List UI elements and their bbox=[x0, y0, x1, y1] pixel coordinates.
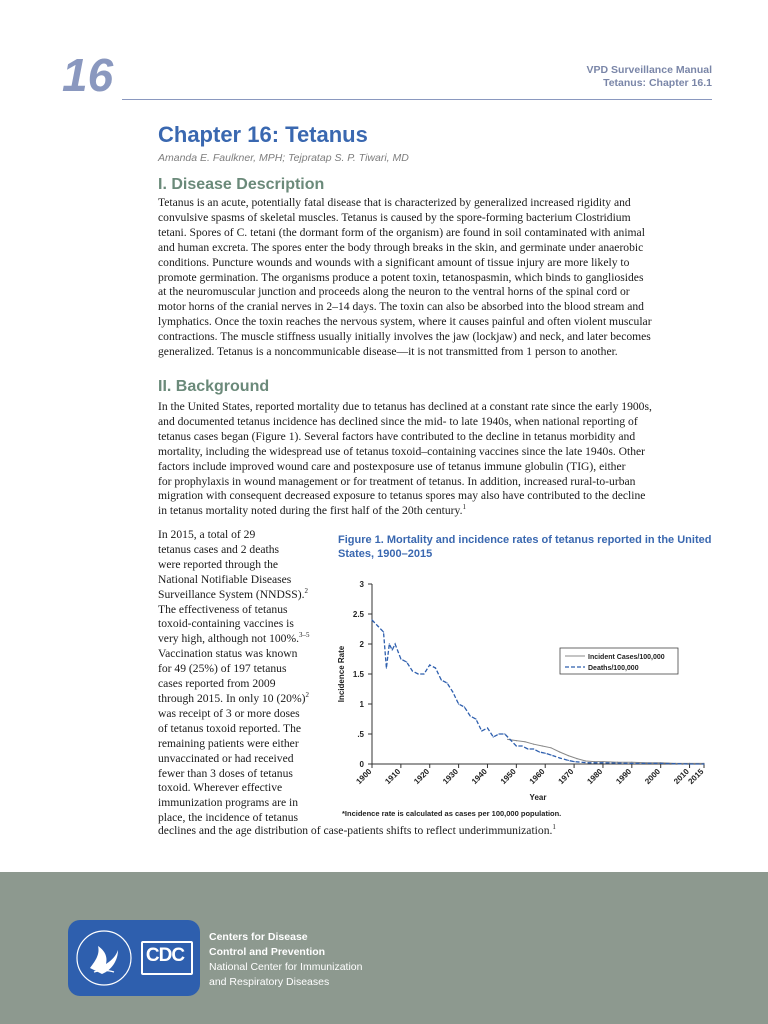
disease-description-paragraph bbox=[158, 196, 710, 360]
data-point bbox=[435, 667, 436, 668]
data-point bbox=[458, 703, 459, 704]
center-name-2: and Respiratory Diseases bbox=[209, 976, 330, 988]
data-point bbox=[498, 733, 499, 734]
legend-label: Deaths/100,000 bbox=[588, 665, 639, 672]
disease-description-text: contractions. The muscle stiffness usually initially involves the jaw (lockjaw) and neck, and later becomes bbox=[158, 330, 651, 344]
background-line bbox=[158, 475, 710, 490]
background-line bbox=[158, 504, 710, 519]
disease-description-text: lymphatics. Once the toxin reaches the nervous system, where it causes painful and often violent muscular bbox=[158, 315, 652, 329]
data-point bbox=[568, 755, 569, 756]
citation: 2 bbox=[304, 586, 309, 595]
y-tick-label: 0 bbox=[359, 760, 364, 769]
x-tick-label: 1920 bbox=[412, 767, 432, 786]
data-point bbox=[389, 643, 390, 644]
authors: Amanda E. Faulkner, MPH; Tejpratap S. P. Tiwari, MD bbox=[158, 152, 409, 164]
column-text: for 49 (25%) of 197 tetanus bbox=[158, 662, 287, 676]
disease-description-text: convulsive spasms of skeletal muscles. Tetanus is caused by the spore-forming bacterium Clostridium bbox=[158, 210, 631, 224]
x-tick-label: 1910 bbox=[383, 767, 403, 786]
disease-description-text: at the neuromuscular junction and proceeds along the neuron to the ventral horns of the spinal cord or bbox=[158, 285, 630, 299]
disease-description-line bbox=[158, 196, 710, 211]
column-text: Vaccination status was known bbox=[158, 647, 298, 661]
data-point bbox=[689, 763, 690, 764]
data-point bbox=[646, 762, 647, 763]
column-line bbox=[158, 632, 333, 647]
disease-description-text: generalized. Tetanus is a noncommunicable disease—it is not transmitted from 1 person to another. bbox=[158, 345, 618, 359]
citation: 3–5 bbox=[299, 631, 310, 640]
data-point bbox=[418, 673, 419, 674]
data-point bbox=[550, 754, 551, 755]
column-line bbox=[158, 662, 333, 677]
data-point bbox=[539, 751, 540, 752]
column-line bbox=[158, 796, 333, 811]
data-point bbox=[412, 670, 413, 671]
org-name-1: Centers for Disease bbox=[209, 931, 308, 943]
column-line bbox=[158, 781, 333, 796]
column-text: toxoid-containing vaccines is bbox=[158, 617, 294, 631]
disease-description-line bbox=[158, 271, 710, 286]
background-line bbox=[158, 489, 710, 504]
column-text: of tetanus toxoid reported. The bbox=[158, 721, 302, 735]
column-text: Surveillance System (NNDSS). bbox=[158, 587, 305, 601]
series-line-deaths bbox=[372, 620, 704, 764]
background-text: and documented tetanus incidence has declined since the mid- to late 1940s, when national reporting of bbox=[158, 414, 638, 428]
data-point bbox=[588, 762, 589, 763]
column-text: unvaccinated or had received bbox=[158, 751, 294, 765]
data-point bbox=[383, 631, 384, 632]
chapter-number: 16 bbox=[62, 49, 114, 101]
footer-org bbox=[209, 930, 363, 990]
column-line bbox=[158, 722, 333, 737]
background-closing-line bbox=[158, 824, 556, 837]
background-paragraph bbox=[158, 400, 710, 519]
data-point bbox=[493, 736, 494, 737]
x-tick-label: 1980 bbox=[585, 767, 605, 786]
disease-description-text: and human excreta. The spores enter the body through breaks in the skin, and germinate under anaerobic bbox=[158, 240, 644, 254]
background-text: mortality, including the widespread use of tetanus toxoid–containing vaccines since the late 1940s. Other bbox=[158, 444, 646, 458]
y-tick-label: 2 bbox=[359, 640, 364, 649]
data-point bbox=[446, 682, 447, 683]
y-tick-label: .5 bbox=[357, 730, 364, 739]
column-line bbox=[158, 752, 333, 767]
background-column-text bbox=[158, 528, 333, 826]
column-text: National Notifiable Diseases bbox=[158, 572, 292, 586]
y-tick-label: 1.5 bbox=[352, 670, 364, 679]
column-text: very high, although not 100%. bbox=[158, 632, 300, 646]
data-point bbox=[406, 661, 407, 662]
data-point bbox=[602, 762, 603, 763]
data-point bbox=[516, 740, 517, 741]
x-tick-label: 1900 bbox=[354, 767, 374, 786]
citation: 1 bbox=[462, 503, 466, 512]
data-point bbox=[533, 744, 534, 745]
y-tick-label: 3 bbox=[359, 580, 364, 589]
figure-title: Figure 1. Mortality and incidence rates of tetanus reported in the United States, 1900–2015 bbox=[338, 534, 712, 560]
disease-description-line bbox=[158, 300, 710, 315]
section-heading-background: II. Background bbox=[158, 378, 270, 395]
x-tick-label: 1960 bbox=[527, 767, 547, 786]
data-point bbox=[507, 739, 508, 740]
y-axis-label: Incidence Rate bbox=[337, 645, 346, 703]
data-point bbox=[452, 691, 453, 692]
disease-description-line bbox=[158, 315, 710, 330]
x-tick-label: 2015 bbox=[686, 767, 706, 786]
disease-description-text: promote germination. The organisms produce a potent toxin, tetanospasmin, which binds to gangliosides bbox=[158, 270, 644, 284]
background-text: in tetanus mortality noted during the first half of the 20th century. bbox=[158, 504, 463, 518]
column-text: immunization programs are in bbox=[158, 796, 299, 810]
column-line bbox=[158, 603, 333, 618]
disease-description-text: conditions. Puncture wounds and wounds with a significant amount of tissue injury are more likely to bbox=[158, 255, 630, 269]
column-line bbox=[158, 617, 333, 632]
disease-description-line bbox=[158, 345, 710, 360]
data-point bbox=[394, 643, 395, 644]
disease-description-line bbox=[158, 241, 710, 256]
column-text: through 2015. In only 10 (20%) bbox=[158, 691, 306, 705]
column-line bbox=[158, 573, 333, 588]
column-line bbox=[158, 558, 333, 573]
disease-description-text: Tetanus is an acute, potentially fatal disease that is characterized by generalized increased rigidity and bbox=[158, 196, 631, 209]
running-header bbox=[587, 64, 712, 90]
disease-description-line bbox=[158, 226, 710, 241]
column-text: were reported through the bbox=[158, 557, 279, 571]
cdc-logo-text: CDC bbox=[145, 945, 185, 966]
disease-description-text: tetani. Spores of C. tetani (the dormant form of the organism) are found in soil contaminated with animal bbox=[158, 225, 645, 239]
data-point bbox=[516, 745, 517, 746]
background-line bbox=[158, 430, 710, 445]
closing-citation: 1 bbox=[552, 823, 556, 832]
data-point bbox=[386, 667, 387, 668]
disease-description-line bbox=[158, 285, 710, 300]
data-point bbox=[504, 733, 505, 734]
y-tick-label: 1 bbox=[359, 700, 364, 709]
column-text: place, the incidence of tetanus bbox=[158, 811, 299, 825]
data-point bbox=[602, 761, 603, 762]
data-point bbox=[429, 664, 430, 665]
column-line bbox=[158, 692, 333, 707]
background-line bbox=[158, 445, 710, 460]
header-rule bbox=[122, 99, 712, 100]
data-point bbox=[576, 758, 577, 759]
data-point bbox=[559, 751, 560, 752]
column-line bbox=[158, 543, 333, 558]
data-point bbox=[542, 745, 543, 746]
citation: 2 bbox=[305, 691, 309, 700]
disease-description-line bbox=[158, 256, 710, 271]
data-point bbox=[392, 649, 393, 650]
data-point bbox=[533, 748, 534, 749]
column-line bbox=[158, 528, 333, 543]
background-text: for prophylaxis in wound management or for treatment of tetanus. In addition, increased rural-to-urban bbox=[158, 474, 636, 488]
data-point bbox=[522, 745, 523, 746]
org-name-2: Control and Prevention bbox=[209, 946, 326, 958]
column-line bbox=[158, 677, 333, 692]
disease-description-line bbox=[158, 211, 710, 226]
x-axis-label: Year bbox=[529, 793, 547, 802]
x-tick-label: 1950 bbox=[498, 767, 518, 786]
column-text: was receipt of 3 or more doses bbox=[158, 706, 300, 720]
data-point bbox=[475, 718, 476, 719]
figure-footnote: *Incidence rate is calculated as cases per 100,000 population. bbox=[342, 809, 562, 818]
column-line bbox=[158, 737, 333, 752]
disease-description-text: motor horns of the cranial nerves in 2–14 days. The toxin can also be absorbed into the blood stream and bbox=[158, 300, 644, 314]
column-line bbox=[158, 707, 333, 722]
data-point bbox=[631, 762, 632, 763]
x-tick-label: 2010 bbox=[672, 767, 691, 786]
tetanus-rates-chart bbox=[328, 574, 718, 822]
data-point bbox=[573, 761, 574, 762]
data-point bbox=[524, 741, 525, 742]
x-tick-label: 1930 bbox=[441, 767, 461, 786]
data-point bbox=[631, 763, 632, 764]
data-point bbox=[703, 763, 704, 764]
closing-text: declines and the age distribution of case-patients shifts to reflect underimmunization. bbox=[158, 824, 553, 837]
background-line bbox=[158, 400, 710, 415]
column-text: toxoid. Wherever effective bbox=[158, 781, 283, 795]
column-text: cases reported from 2009 bbox=[158, 677, 276, 691]
x-tick-label: 1940 bbox=[469, 767, 489, 786]
legend-label: Incident Cases/100,000 bbox=[588, 654, 665, 661]
column-text: The effectiveness of tetanus bbox=[158, 602, 288, 616]
column-text: tetanus cases and 2 deaths bbox=[158, 542, 280, 556]
data-point bbox=[481, 730, 482, 731]
column-text: fewer than 3 doses of tetanus bbox=[158, 766, 293, 780]
data-point bbox=[423, 673, 424, 674]
background-line bbox=[158, 460, 710, 475]
data-point bbox=[371, 619, 372, 620]
data-point bbox=[585, 760, 586, 761]
section-heading-disease-description: I. Disease Description bbox=[158, 176, 325, 193]
data-point bbox=[464, 706, 465, 707]
data-point bbox=[470, 715, 471, 716]
data-point bbox=[568, 760, 569, 761]
x-tick-label: 1970 bbox=[556, 767, 576, 786]
x-tick-label: 1990 bbox=[614, 767, 634, 786]
chapter-reference: Tetanus: Chapter 16.1 bbox=[603, 77, 712, 89]
data-point bbox=[487, 727, 488, 728]
column-line bbox=[158, 647, 333, 662]
page-title: Chapter 16: Tetanus bbox=[158, 122, 368, 147]
column-text: remaining patients were either bbox=[158, 736, 299, 750]
background-text: tetanus cases began (Figure 1). Several factors have contributed to the decline in tetanus morbidity and bbox=[158, 429, 636, 443]
x-tick-label: 2000 bbox=[643, 767, 663, 786]
background-line bbox=[158, 415, 710, 430]
column-text: In 2015, a total of 29 bbox=[158, 528, 256, 541]
background-text: factors include improved wound care and postexposure use of tetanus immune globulin (TIG), either bbox=[158, 459, 626, 473]
y-tick-label: 2.5 bbox=[352, 610, 364, 619]
background-text: In the United States, reported mortality due to tetanus has declined at a constant rate since the early 1900s, bbox=[158, 400, 652, 413]
center-name-1: National Center for Immunization bbox=[209, 961, 363, 973]
data-point bbox=[377, 625, 378, 626]
manual-title: VPD Surveillance Manual bbox=[586, 64, 712, 76]
data-point bbox=[441, 679, 442, 680]
data-point bbox=[510, 739, 511, 740]
background-text: migration with consequent decreased exposure to tetanus spores may also have contributed to the decline bbox=[158, 489, 646, 503]
column-line bbox=[158, 767, 333, 782]
data-point bbox=[550, 747, 551, 748]
data-point bbox=[545, 753, 546, 754]
data-point bbox=[559, 757, 560, 758]
hhs-eagle-icon bbox=[68, 920, 138, 996]
data-point bbox=[660, 763, 661, 764]
disease-description-line bbox=[158, 330, 710, 345]
data-point bbox=[400, 658, 401, 659]
column-line bbox=[158, 588, 333, 603]
data-point bbox=[594, 761, 595, 762]
data-point bbox=[527, 748, 528, 749]
